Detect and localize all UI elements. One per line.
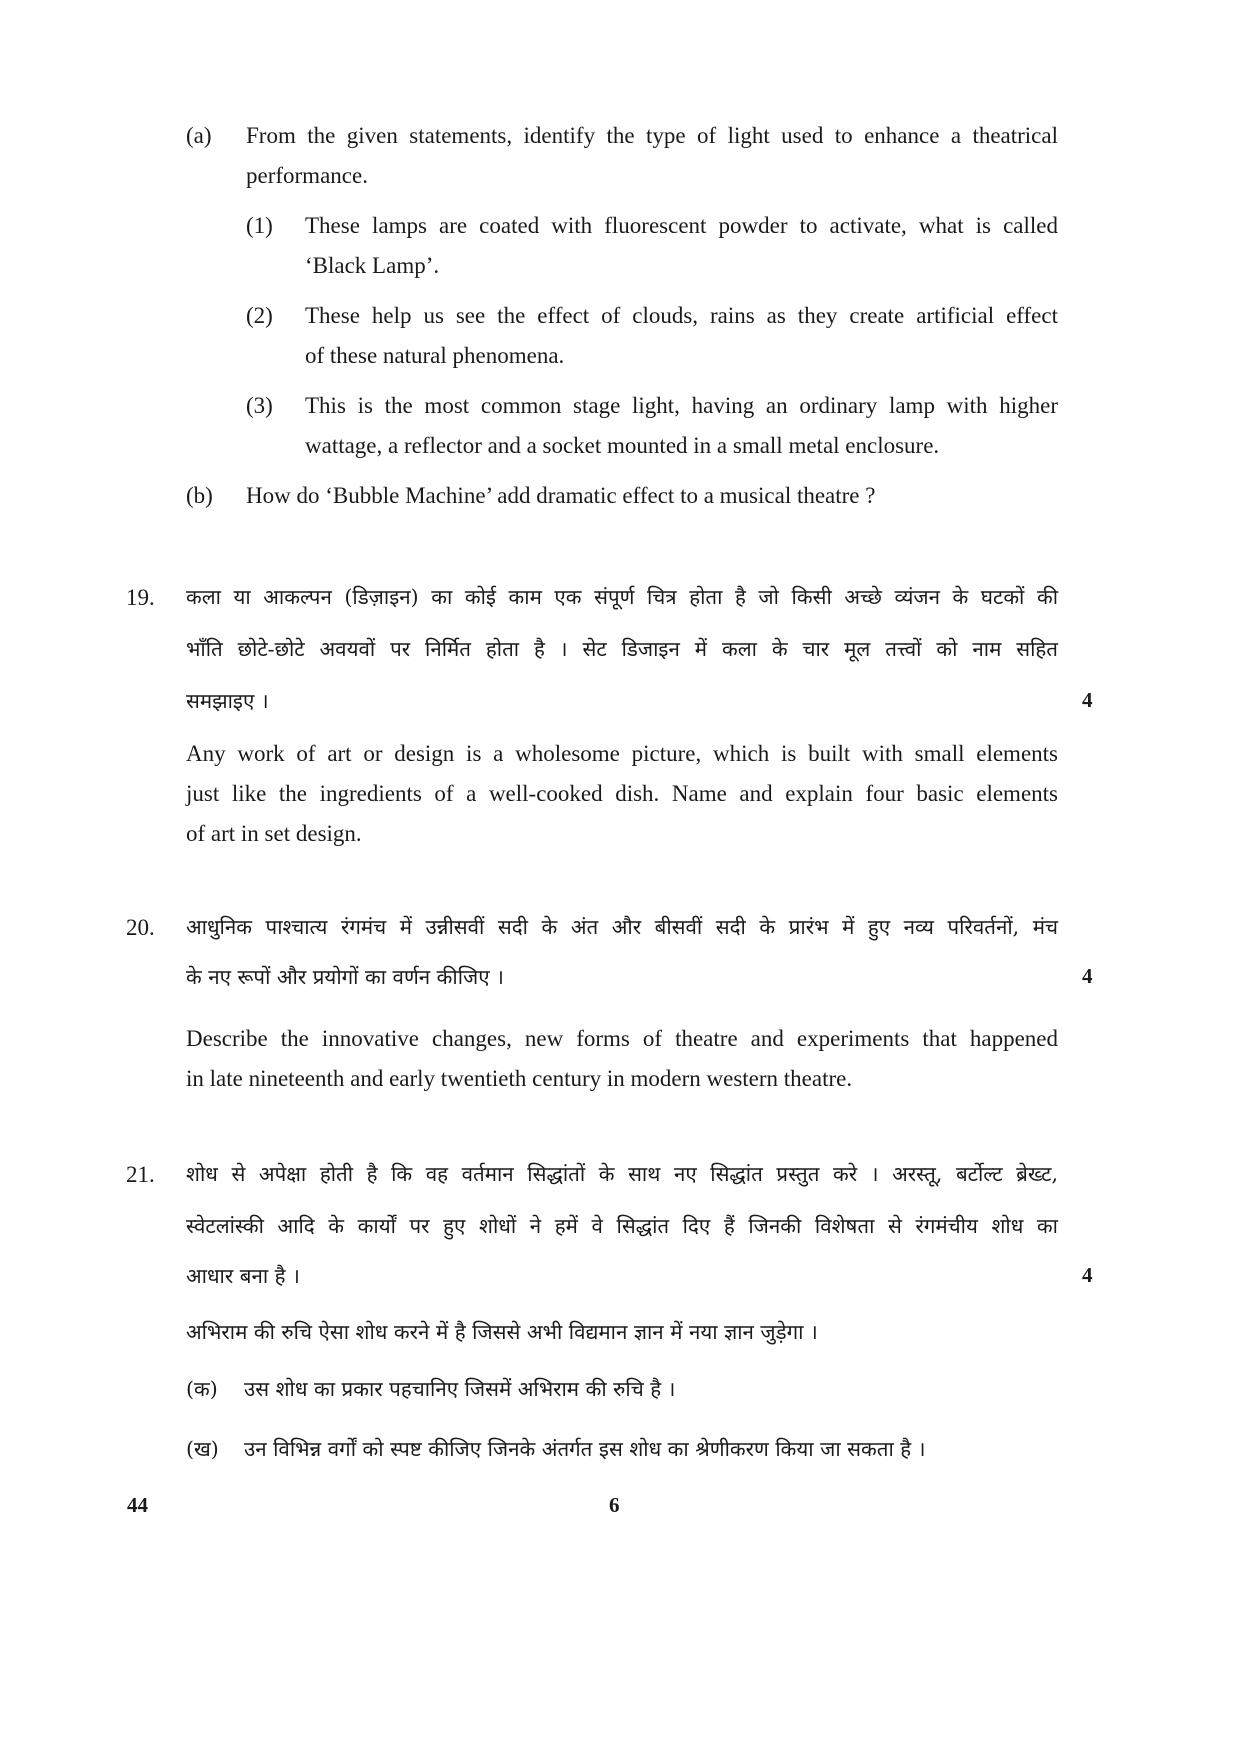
part-a-line-2: performance.: [246, 163, 368, 188]
q20-english-line-1: Describe the innovative changes, new forms of theatre and experiments that happened: [186, 1026, 1058, 1051]
sub-part-kha-label: (ख): [186, 1437, 219, 1461]
q21-hindi-line-1: शोध से अपेक्षा होती है कि वह वर्तमान सिद्धांतों के साथ नए सिद्धांत प्रस्तुत करे । अरस्तू, बर्टोल्ट ब्रेख्ट,: [186, 1162, 1058, 1186]
q19-hindi-line-1: कला या आकल्पन (डिज़ाइन) का कोई काम एक संपूर्ण चित्र होता है जो किसी अच्छे व्यंजन के घटकों की: [186, 585, 1058, 609]
statement-1-line-1: These lamps are coated with fluorescent powder to activate, what is called: [305, 213, 1058, 238]
part-a-line-1: From the given statements, identify the type of light used to enhance a theatrical: [246, 123, 1058, 148]
q21-hindi-line-2: स्वेटलांस्की आदि के कार्यों पर हुए शोधों ने हमें वे सिद्धांत दिए हैं जिनकी विशेषता से रंगमंचीय शोध का: [186, 1214, 1058, 1238]
question-number: 20.: [126, 915, 155, 940]
q20-hindi-line-1: आधुनिक पाश्चात्य रंगमंच में उन्नीसवीं सदी के अंत और बीसवीं सदी के प्रारंभ में हुए नव्य परिवर्तनों, मंच: [186, 915, 1058, 939]
q20-hindi-line-2: के नए रूपों और प्रयोगों का वर्णन कीजिए ।: [186, 965, 504, 989]
part-b-label: (b): [186, 483, 213, 508]
statement-3-label: (3): [246, 393, 273, 418]
statement-3-line-2: wattage, a reflector and a socket mounted in a small metal enclosure.: [305, 433, 940, 458]
sub-part-ka-text: उस शोध का प्रकार पहचानिए जिसमें अभिराम की रुचि है ।: [244, 1377, 676, 1401]
q20-english-line-2: in late nineteenth and early twentieth century in modern western theatre.: [186, 1066, 853, 1091]
q21-hindi-line-3: आधार बना है ।: [186, 1264, 300, 1288]
marks: 4: [1082, 1263, 1093, 1287]
q19-english-line-1: Any work of art or design is a wholesome picture, which is built with small elements: [186, 741, 1058, 766]
q19-english-line-2: just like the ingredients of a well-cooked dish. Name and explain four basic elements: [186, 781, 1058, 806]
statement-2-line-2: of these natural phenomena.: [305, 343, 565, 368]
statement-2-line-1: These help us see the effect of clouds, rains as they create artificial effect: [305, 303, 1058, 328]
q19-english-line-3: of art in set design.: [186, 821, 362, 846]
paper-code: 44: [127, 1493, 148, 1517]
question-number: 21.: [126, 1162, 155, 1187]
statement-3-line-1: This is the most common stage light, having an ordinary lamp with higher: [305, 393, 1058, 418]
statement-2-label: (2): [246, 303, 273, 328]
statement-1-label: (1): [246, 213, 273, 238]
sub-part-ka-label: (क): [186, 1377, 218, 1401]
statement-1-line-2: ‘Black Lamp’.: [305, 253, 440, 278]
q19-hindi-line-3: समझाइए ।: [186, 689, 269, 713]
part-b-line-1: How do ‘Bubble Machine’ add dramatic effect to a musical theatre ?: [246, 483, 876, 508]
question-number: 19.: [126, 585, 155, 610]
part-a-label: (a): [186, 123, 212, 148]
q19-hindi-line-2: भाँति छोटे-छोटे अवयवों पर निर्मित होता है । सेट डिजाइन में कला के चार मूल तत्त्वों को नाम सहित: [186, 637, 1058, 661]
q21-hindi-line-4: अभिराम की रुचि ऐसा शोध करने में है जिससे अभी विद्यमान ज्ञान में नया ज्ञान जुड़ेगा ।: [186, 1320, 818, 1344]
sub-part-kha-text: उन विभिन्न वर्गों को स्पष्ट कीजिए जिनके अंतर्गत इस शोध का श्रेणीकरण किया जा सकता है ।: [244, 1437, 926, 1461]
marks: 4: [1082, 964, 1093, 988]
page-number: 6: [609, 1493, 620, 1517]
marks: 4: [1082, 688, 1093, 712]
